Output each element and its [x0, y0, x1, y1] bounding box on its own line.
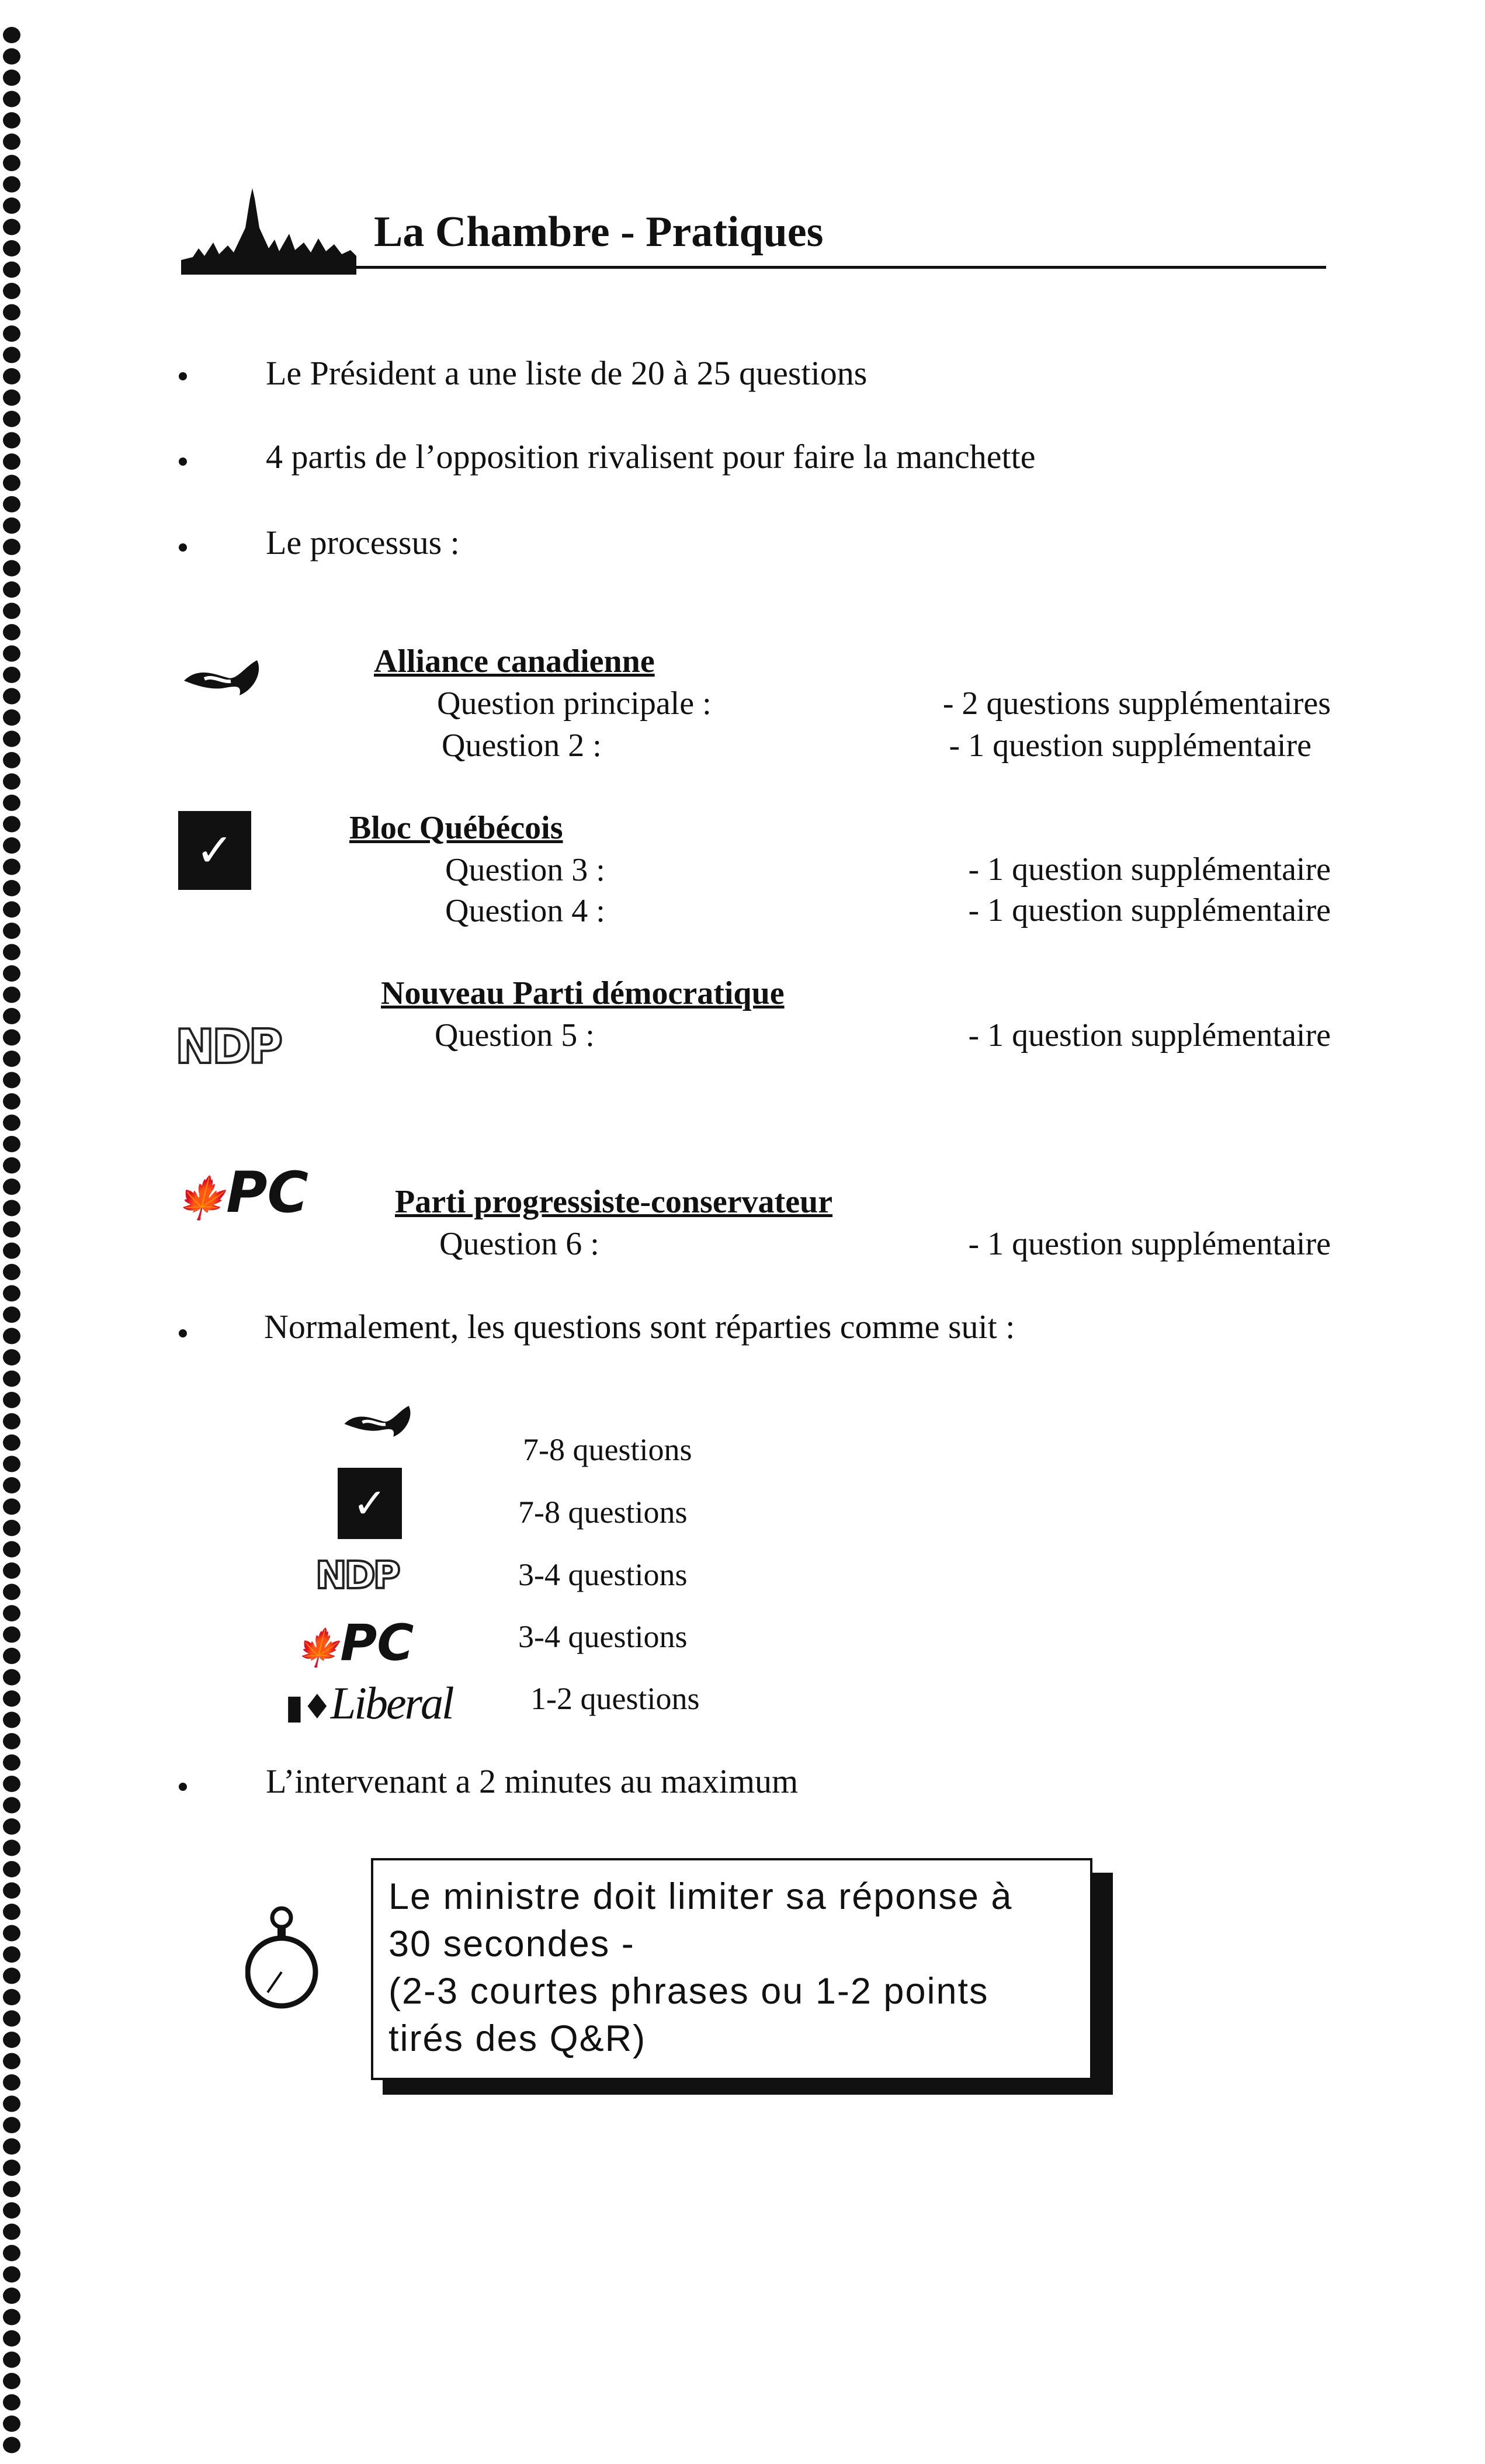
- bullet-marker: [179, 1783, 187, 1791]
- question-label: Question 3 :: [445, 852, 605, 888]
- callout-line: (2-3 courtes phrases ou 1-2 points: [388, 1971, 989, 2012]
- binding-hole: [3, 1818, 20, 1835]
- binding-hole: [3, 560, 20, 577]
- bullet-marker: [179, 1329, 187, 1337]
- question-supplement: - 1 question supplémentaire: [949, 727, 1311, 764]
- binding-hole: [3, 1520, 20, 1536]
- binding-hole: [3, 2117, 20, 2133]
- page-title: La Chambre - Pratiques: [374, 208, 824, 256]
- binding-hole: [3, 390, 20, 406]
- alliance-logo-icon: [181, 654, 280, 701]
- question-supplement: - 1 question supplémentaire: [968, 892, 1331, 928]
- binding-hole: [3, 1434, 20, 1451]
- binding-hole: [3, 1243, 20, 1259]
- binding-hole: [3, 987, 20, 1003]
- pc-logo-text: PC: [340, 1614, 414, 1672]
- bullet-marker: [179, 458, 187, 466]
- binding-hole: [3, 2181, 20, 2198]
- binding-hole: [3, 1456, 20, 1472]
- binding-hole: [3, 880, 20, 896]
- binding-hole: [3, 2053, 20, 2070]
- pc-logo-icon: 🍁PC: [175, 1160, 308, 1225]
- binding-hole: [3, 134, 20, 150]
- binding-hole: [3, 411, 20, 427]
- binding-hole: [3, 2096, 20, 2112]
- binding-hole: [3, 2032, 20, 2048]
- binding-hole: [3, 709, 20, 726]
- binding-hole: [3, 48, 20, 65]
- binding-hole: [3, 2437, 20, 2453]
- binding-hole: [3, 667, 20, 683]
- binding-hole: [3, 2416, 20, 2432]
- binding-hole: [3, 859, 20, 875]
- binding-hole: [3, 539, 20, 555]
- bloc-logo-icon: ✓: [338, 1468, 402, 1539]
- binding-hole: [3, 262, 20, 278]
- binding-hole: [3, 27, 20, 43]
- party-name-alliance: Alliance canadienne: [374, 643, 655, 680]
- pc-logo-text: PC: [226, 1160, 308, 1225]
- binding-hole: [3, 325, 20, 342]
- binding-hole: [3, 453, 20, 470]
- liberal-logo-text: Liberal: [330, 1678, 453, 1728]
- bloc-logo-icon: ✓: [178, 811, 251, 890]
- binding-hole: [3, 1584, 20, 1600]
- binding-hole: [3, 1264, 20, 1280]
- callout-box: [371, 1858, 1092, 2080]
- binding-holes-icon: [0, 0, 35, 2464]
- binding-hole: [3, 837, 20, 854]
- binding-hole: [3, 1200, 20, 1217]
- binding-hole: [3, 2267, 20, 2283]
- callout-line: 30 secondes -: [388, 1924, 635, 1964]
- binding-hole: [3, 1392, 20, 1408]
- question-label: Question 5 :: [435, 1017, 595, 1053]
- bullet-marker: [179, 372, 187, 380]
- binding-hole: [3, 1840, 20, 1856]
- binding-hole: [3, 923, 20, 939]
- bullet-text: Le Président a une liste de 20 à 25 questions: [266, 354, 868, 392]
- binding-hole: [3, 1627, 20, 1643]
- binding-hole: [3, 1072, 20, 1089]
- binding-hole: [3, 518, 20, 534]
- party-name-ndp: Nouveau Parti démocratique: [381, 975, 785, 1011]
- binding-hole: [3, 2394, 20, 2411]
- binding-hole: [3, 2245, 20, 2261]
- binding-hole: [3, 1371, 20, 1387]
- binding-hole: [3, 1989, 20, 2005]
- binding-hole: [3, 1904, 20, 1920]
- binding-hole: [3, 1541, 20, 1558]
- binding-hole: [3, 1968, 20, 1984]
- alliance-logo-icon: [342, 1399, 429, 1443]
- binding-hole: [3, 1861, 20, 1877]
- question-supplement: - 1 question supplémentaire: [968, 851, 1331, 888]
- binding-hole: [3, 1946, 20, 1963]
- binding-hole: [3, 1179, 20, 1195]
- binding-hole: [3, 1030, 20, 1046]
- binding-hole: [3, 2139, 20, 2155]
- binding-hole: [3, 1093, 20, 1110]
- binding-hole: [3, 155, 20, 171]
- binding-hole: [3, 1008, 20, 1024]
- binding-hole: [3, 1648, 20, 1664]
- binding-hole: [3, 731, 20, 747]
- binding-hole: [3, 176, 20, 193]
- stopwatch-icon: [245, 1905, 333, 2013]
- distribution-count: 3-4 questions: [518, 1619, 688, 1654]
- binding-hole: [3, 816, 20, 833]
- binding-hole: [3, 1562, 20, 1579]
- ndp-logo-icon: NDP: [175, 1020, 280, 1074]
- title-underline: [187, 266, 1326, 269]
- question-supplement: - 1 question supplémentaire: [968, 1226, 1331, 1262]
- binding-hole: [3, 1733, 20, 1749]
- bullet-text: Le processus :: [266, 524, 460, 562]
- binding-hole: [3, 1499, 20, 1515]
- binding-hole: [3, 2160, 20, 2176]
- pc-logo-icon: 🍁PC: [295, 1614, 414, 1672]
- binding-hole: [3, 1349, 20, 1366]
- binding-hole: [3, 944, 20, 961]
- binding-hole: [3, 1115, 20, 1131]
- binding-hole: [3, 219, 20, 235]
- party-name-bloc: Bloc Québécois: [349, 810, 563, 846]
- binding-hole: [3, 2330, 20, 2347]
- binding-hole: [3, 1328, 20, 1344]
- binding-hole: [3, 646, 20, 662]
- binding-hole: [3, 1306, 20, 1323]
- binding-hole: [3, 902, 20, 918]
- binding-hole: [3, 2011, 20, 2027]
- binding-hole: [3, 1136, 20, 1152]
- question-label: Question 6 :: [439, 1226, 599, 1262]
- binding-hole: [3, 795, 20, 811]
- question-supplement: - 1 question supplémentaire: [968, 1017, 1331, 1053]
- party-name-pc: Parti progressiste-conservateur: [395, 1184, 833, 1220]
- binding-hole: [3, 1776, 20, 1792]
- ndp-logo-icon: NDP: [315, 1554, 398, 1597]
- binding-hole: [3, 1477, 20, 1493]
- binding-hole: [3, 1755, 20, 1771]
- binding-hole: [3, 2288, 20, 2304]
- binding-hole: [3, 774, 20, 790]
- binding-hole: [3, 2202, 20, 2219]
- binding-hole: [3, 1605, 20, 1621]
- binding-hole: [3, 581, 20, 598]
- binding-hole: [3, 965, 20, 982]
- callout-line: tirés des Q&R): [388, 2018, 647, 2059]
- binding-hole: [3, 1797, 20, 1814]
- binding-hole: [3, 112, 20, 129]
- binding-hole: [3, 1925, 20, 1942]
- distribution-count: 7-8 questions: [518, 1495, 688, 1530]
- distribution-count: 7-8 questions: [523, 1432, 692, 1467]
- binding-hole: [3, 283, 20, 299]
- binding-hole: [3, 2074, 20, 2091]
- distribution-intro: Normalement, les questions sont réparties comme suit :: [264, 1308, 1015, 1346]
- binding-hole: [3, 432, 20, 449]
- question-label: Question 4 :: [445, 893, 605, 929]
- binding-hole: [3, 688, 20, 705]
- parliament-skyline-icon: [181, 187, 356, 275]
- liberal-logo-icon: ▮♦Liberal: [285, 1678, 453, 1728]
- binding-hole: [3, 1712, 20, 1728]
- distribution-count: 3-4 questions: [518, 1557, 688, 1592]
- bullet-text: 4 partis de l’opposition rivalisent pour faire la manchette: [266, 438, 1036, 476]
- binding-hole: [3, 2373, 20, 2389]
- binding-hole: [3, 368, 20, 384]
- bullet-marker: [179, 543, 187, 552]
- distribution-count: 1-2 questions: [530, 1681, 700, 1716]
- binding-hole: [3, 752, 20, 768]
- binding-hole: [3, 1051, 20, 1067]
- binding-hole: [3, 347, 20, 363]
- binding-hole: [3, 197, 20, 214]
- binding-hole: [3, 603, 20, 619]
- binding-hole: [3, 2224, 20, 2240]
- binding-hole: [3, 496, 20, 512]
- binding-hole: [3, 475, 20, 491]
- binding-hole: [3, 624, 20, 640]
- binding-hole: [3, 1669, 20, 1686]
- callout-line: Le ministre doit limiter sa réponse à: [388, 1876, 1013, 1917]
- binding-hole: [3, 1883, 20, 1899]
- binding-hole: [3, 1413, 20, 1430]
- binding-hole: [3, 240, 20, 257]
- binding-hole: [3, 304, 20, 321]
- question-label: Question principale :: [437, 685, 712, 722]
- binding-hole: [3, 1221, 20, 1238]
- binding-hole: [3, 1285, 20, 1302]
- binding-hole: [3, 2352, 20, 2368]
- binding-hole: [3, 91, 20, 108]
- bullet-text: L’intervenant a 2 minutes au maximum: [266, 1762, 799, 1800]
- binding-hole: [3, 1690, 20, 1707]
- binding-hole: [3, 70, 20, 86]
- question-label: Question 2 :: [442, 727, 602, 764]
- binding-hole: [3, 1158, 20, 1174]
- question-supplement: - 2 questions supplémentaires: [942, 685, 1331, 722]
- binding-hole: [3, 2309, 20, 2326]
